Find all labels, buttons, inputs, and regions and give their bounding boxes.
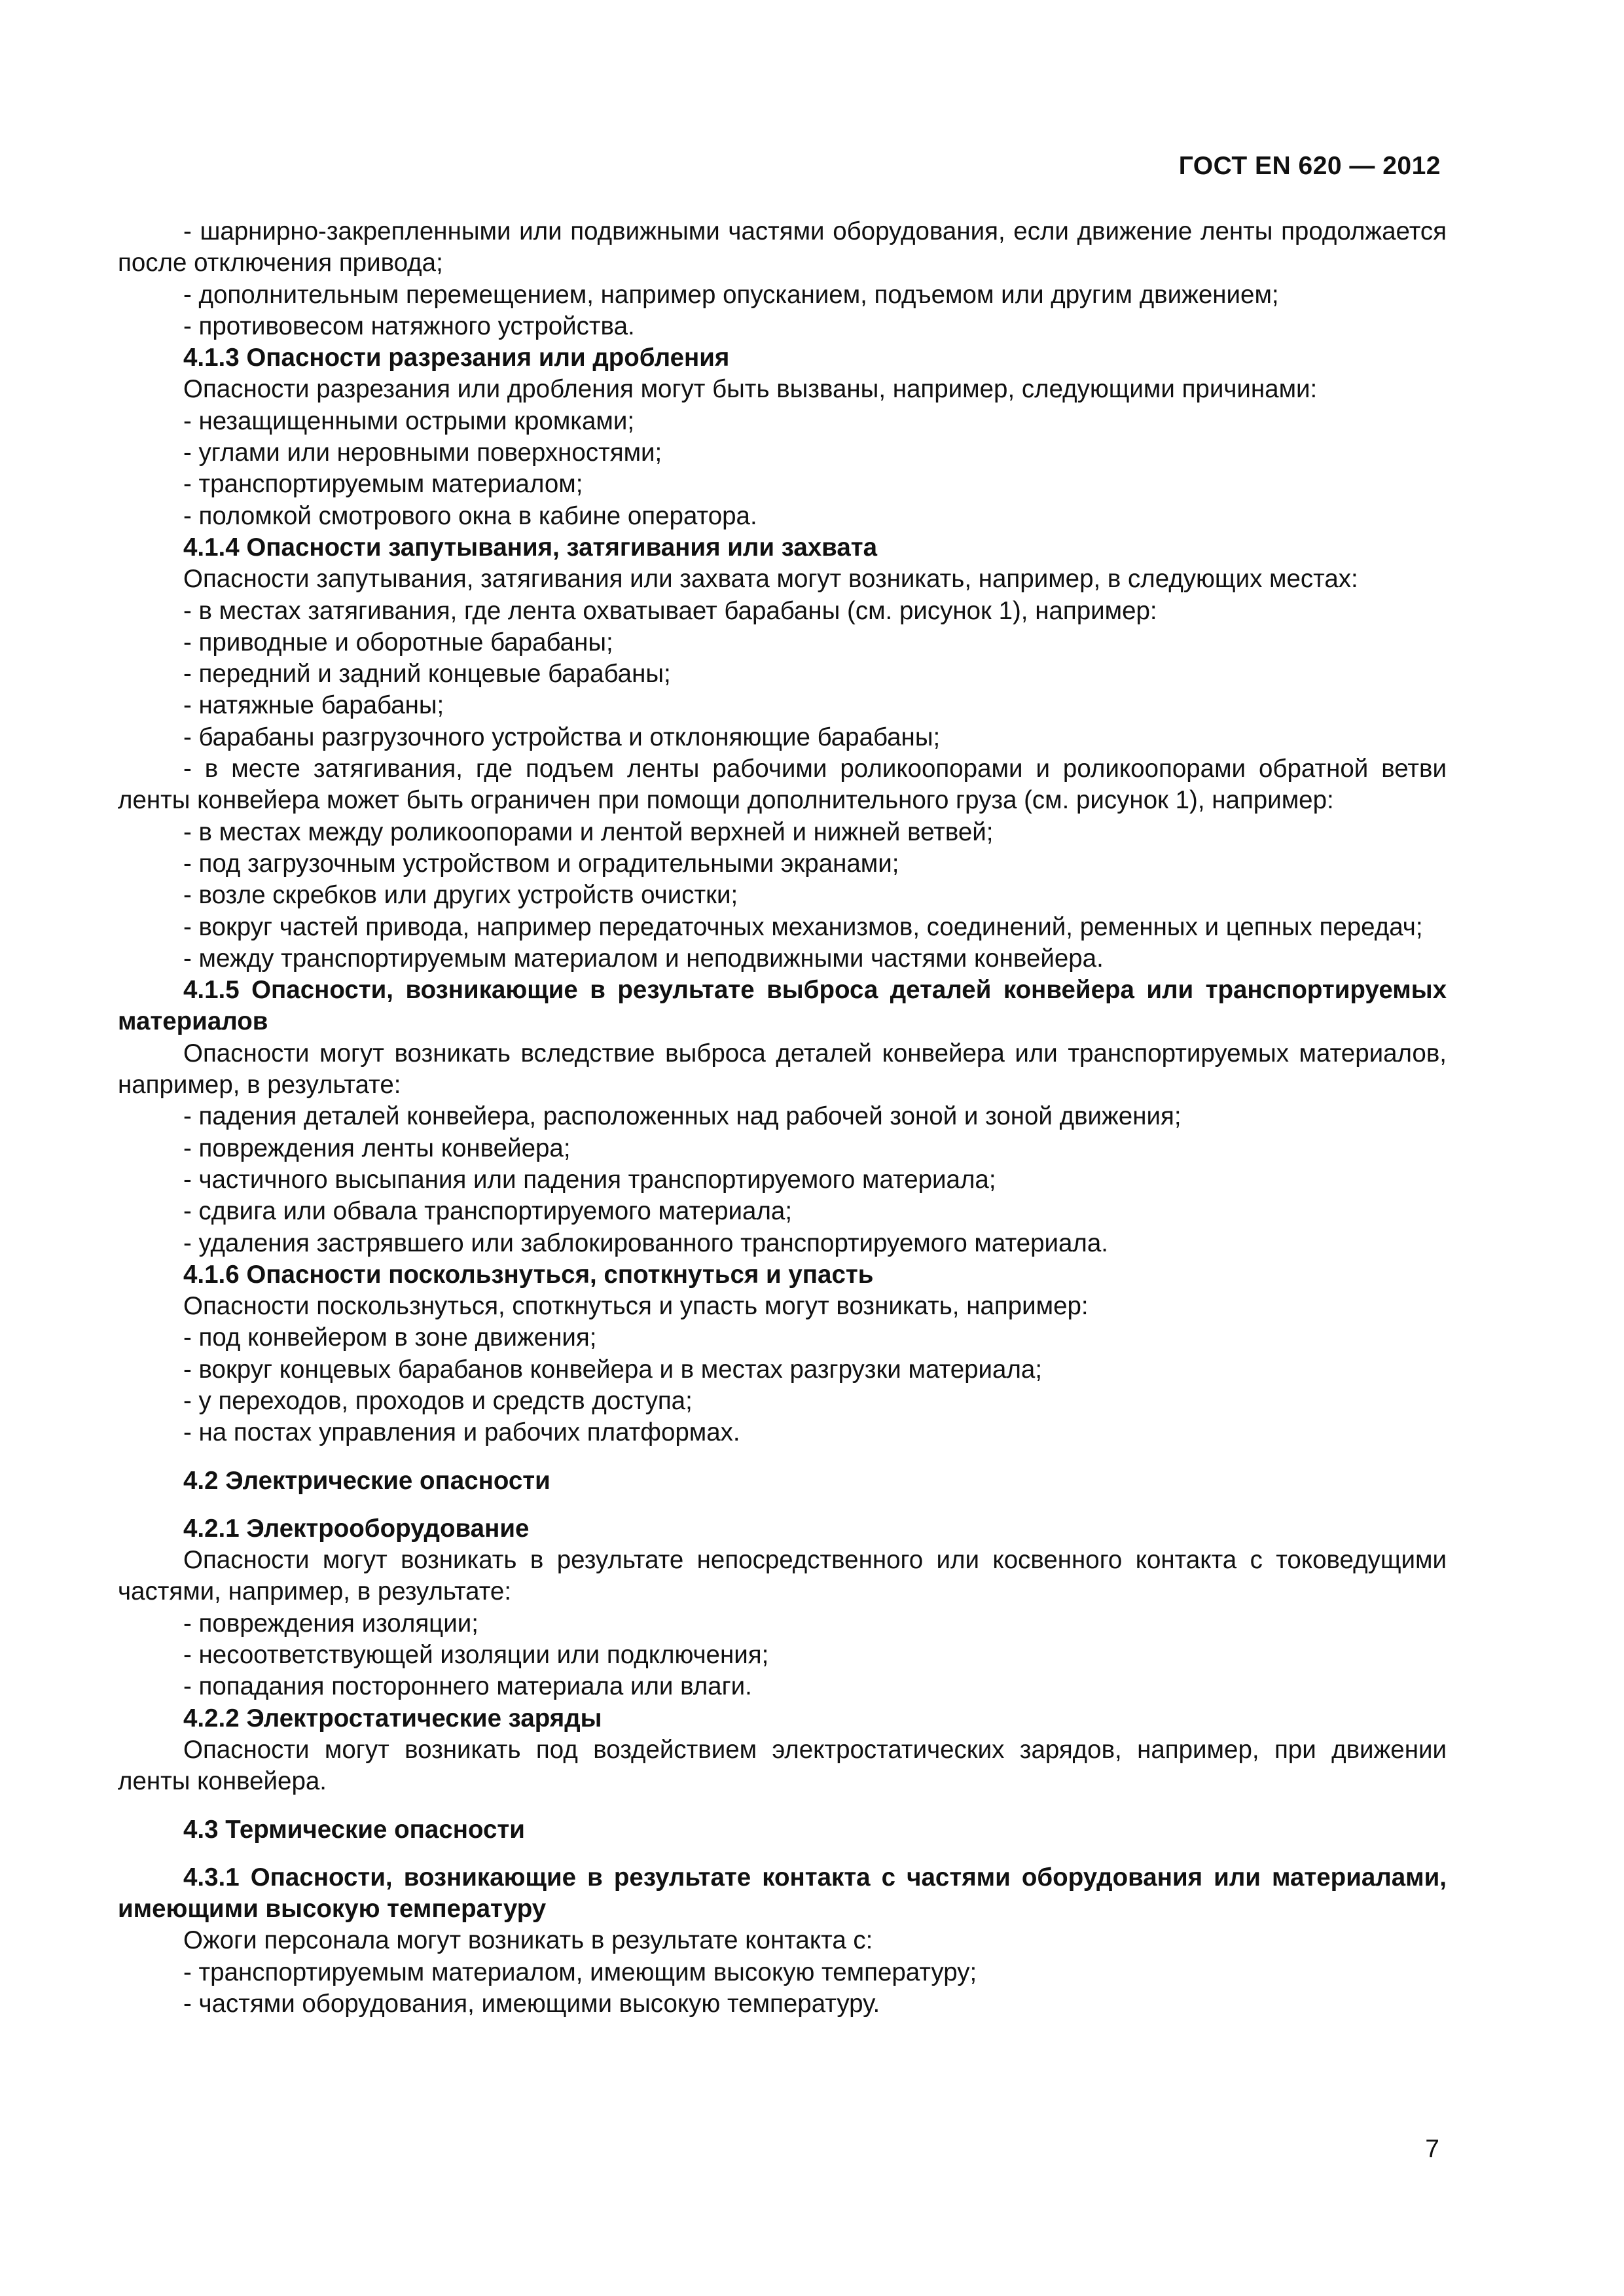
paragraph-line: - натяжные барабаны; [183,691,444,720]
paragraph-line: Опасности могут возникать под воздействием электростатических зарядов, например, при движении ленты конвейера. [118,1735,1447,1796]
paragraph-line: - вокруг концевых барабанов конвейера и в местах разгрузки материала; [183,1355,1043,1384]
paragraph-line: - сдвига или обвала транспортируемого материала; [183,1197,793,1226]
paragraph-line: Опасности могут возникать в результате непосредственного или косвенного контакта с токоведущими частями, например, в результате: [118,1546,1447,1606]
paragraph-line: - попадания постороннего материала или влаги. [183,1672,752,1701]
paragraph-line: - у переходов, проходов и средств доступа; [183,1386,693,1415]
paragraph-line: Ожоги персонала могут возникать в результате контакта с: [183,1926,873,1955]
section-heading: 4.1.3 Опасности разрезания или дробления [183,344,730,372]
section-heading: 4.2.1 Электрооборудование [183,1514,530,1543]
paragraph-line: - падения деталей конвейера, расположенных над рабочей зоной и зоной движения; [183,1102,1182,1131]
paragraph-line: - удаления застрявшего или заблокированного транспортируемого материала. [183,1229,1108,1257]
document-code-header: ГОСТ EN 620 — 2012 [1178,152,1441,180]
paragraph-line: - транспортируемым материалом; [183,470,583,499]
document-body [118,216,1447,2020]
paragraph-line: - приводные и оборотные барабаны; [183,628,613,656]
paragraph-line: Опасности запутывания, затягивания или захвата могут возникать, например, в следующих местах: [183,565,1358,594]
section-heading: 4.1.6 Опасности поскользнуться, споткнуться и упасть [183,1260,874,1289]
paragraph-line: - частичного высыпания или падения транспортируемого материала; [183,1165,996,1194]
paragraph-line: Опасности разрезания или дробления могут быть вызваны, например, следующими причинами: [183,375,1318,404]
paragraph-line: - дополнительным перемещением, например опусканием, подъемом или другим движением; [183,280,1279,309]
section-heading: 4.3 Термические опасности [183,1815,525,1844]
paragraph-line: - между транспортируемым материалом и неподвижными частями конвейера. [183,944,1104,973]
paragraph-line: - противовесом натяжного устройства. [183,312,635,340]
paragraph-line: - транспортируемым материалом, имеющим высокую температуру; [183,1958,977,1986]
paragraph-line: - незащищенными острыми кромками; [183,406,635,435]
paragraph-line: - под загрузочным устройством и оградительными экранами; [183,849,899,878]
section-heading: 4.2.2 Электростатические заряды [183,1704,602,1732]
paragraph-line: - барабаны разгрузочного устройства и отклоняющие барабаны; [183,723,941,751]
paragraph-line: - передний и задний концевые барабаны; [183,660,671,689]
paragraph-line: - вокруг частей привода, например передаточных механизмов, соединений, ременных и цепных передач; [183,912,1423,941]
section-heading: 4.1.5 Опасности, возникающие в результате выброса деталей конвейера или транспортируемых материалов [118,976,1447,1036]
paragraph-line: - в местах затягивания, где лента охватывает барабаны (см. рисунок 1), например: [183,596,1157,625]
paragraph-line: - на постах управления и рабочих платформах. [183,1418,740,1447]
page-number: 7 [1425,2135,1439,2163]
paragraph-line: - поломкой смотрового окна в кабине оператора. [183,501,757,530]
paragraph-line: - повреждения изоляции; [183,1609,478,1638]
paragraph-line: - возле скребков или других устройств очистки; [183,881,738,910]
paragraph-line: Опасности могут возникать вследствие выброса деталей конвейера или транспортируемых материалов, например, в результате: [118,1039,1447,1100]
section-heading: 4.2 Электрические опасности [183,1466,550,1495]
section-heading: 4.3.1 Опасности, возникающие в результате контакта с частями оборудования или материалами, имеющими высокую температуру [118,1863,1447,1924]
section-heading: 4.1.4 Опасности запутывания, затягивания или захвата [183,533,878,562]
paragraph-line: - в местах между роликоопорами и лентой верхней и нижней ветвей; [183,817,994,846]
paragraph-line: - несоответствующей изоляции или подключения; [183,1641,769,1670]
paragraph-line: - повреждения ленты конвейера; [183,1134,571,1162]
paragraph-line: - под конвейером в зоне движения; [183,1323,597,1352]
paragraph-line: - шарнирно-закрепленными или подвижными частями оборудования, если движение ленты продолжается после отключения привода; [118,217,1447,278]
paragraph-line: - частями оборудования, имеющими высокую температуру. [183,1990,880,2018]
paragraph-line: Опасности поскользнуться, споткнуться и упасть могут возникать, например: [183,1292,1089,1321]
paragraph-line: - в месте затягивания, где подъем ленты рабочими роликоопорами и роликоопорами обратной ветви ленты конвейера может быть ограничен при помощи дополнительного груза (см. рисунок 1), например: [118,755,1447,815]
paragraph-line: - углами или неровными поверхностями; [183,439,662,467]
